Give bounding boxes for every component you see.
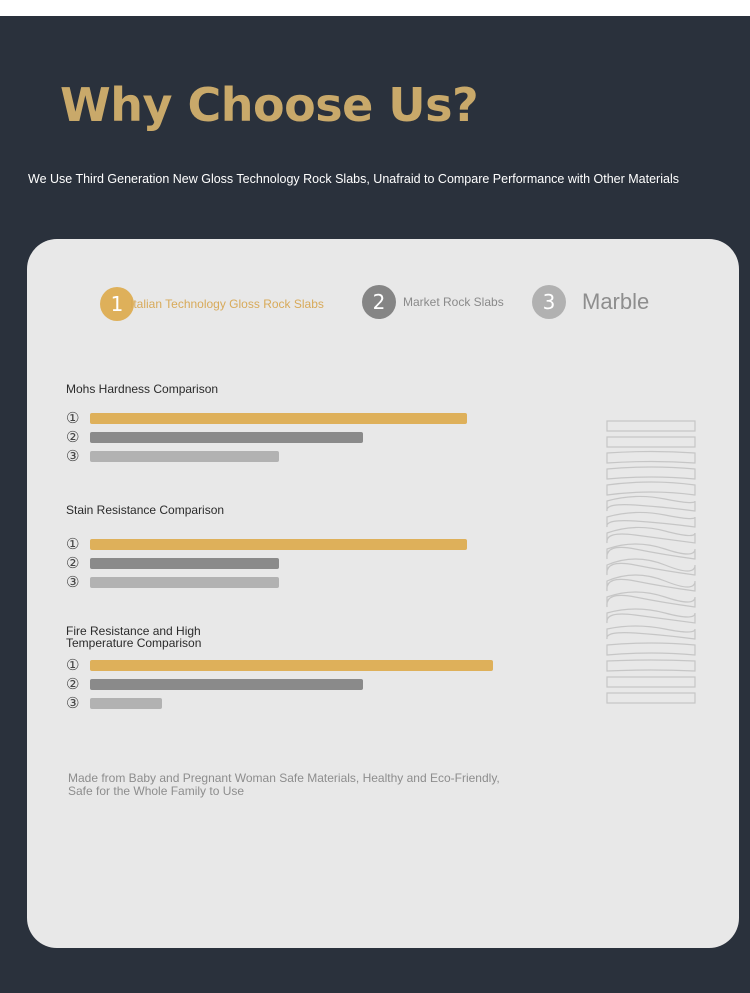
bar-row: [66, 447, 666, 465]
bar: [90, 451, 279, 462]
row-marker: ①: [66, 409, 80, 427]
bar: [90, 558, 279, 569]
legend-label: Marble: [582, 289, 650, 314]
bar: [90, 432, 363, 443]
bar-row: [66, 675, 666, 693]
bar: [90, 539, 467, 550]
footnote-text: Made from Baby and Pregnant Woman Safe Materials, Healthy and Eco-Friendly, Safe for the Whole Family to Use: [68, 771, 500, 798]
bar: [90, 413, 467, 424]
bar: [90, 660, 493, 671]
bar: [90, 698, 162, 709]
row-marker: ③: [66, 694, 80, 712]
marble-slab-stack-icon: [605, 419, 699, 714]
bar: [90, 679, 363, 690]
mohs-hardness-title: Mohs Hardness Comparison: [66, 382, 219, 396]
legend-number-badge: 1: [100, 287, 134, 321]
row-marker: ③: [66, 447, 80, 465]
legend-item-market-slabs: [362, 285, 504, 319]
legend-item-italian-slabs: [100, 287, 324, 321]
row-marker: ②: [66, 428, 80, 446]
stain-resistance-title: Stain Resistance Comparison: [66, 503, 225, 517]
bar-row: [66, 535, 666, 553]
bar: [90, 577, 279, 588]
row-marker: ②: [66, 675, 80, 693]
legend-number-badge: 3: [532, 285, 566, 319]
legend-number-badge: 2: [362, 285, 396, 319]
bar-row: [66, 409, 666, 427]
row-marker: ③: [66, 573, 80, 591]
comparison-card: [27, 239, 739, 948]
bar-row: [66, 573, 666, 591]
page-subtitle: We Use Third Generation New Gloss Technology Rock Slabs, Unafraid to Compare Performance with Other Materials: [28, 172, 679, 186]
bar-row: [66, 428, 666, 446]
legend-label: Italian Technology Gloss Rock Slabs: [130, 297, 324, 311]
row-marker: ②: [66, 554, 80, 572]
row-marker: ①: [66, 535, 80, 553]
bar-row: [66, 554, 666, 572]
legend-label: Market Rock Slabs: [403, 295, 504, 309]
bar-row: [66, 656, 666, 674]
row-marker: ①: [66, 656, 80, 674]
fire-resistance-title: Fire Resistance and High Temperature Comparison: [66, 624, 202, 650]
legend-item-marble: [532, 285, 649, 319]
bar-row: [66, 694, 666, 712]
page-title: Why Choose Us?: [60, 78, 479, 132]
